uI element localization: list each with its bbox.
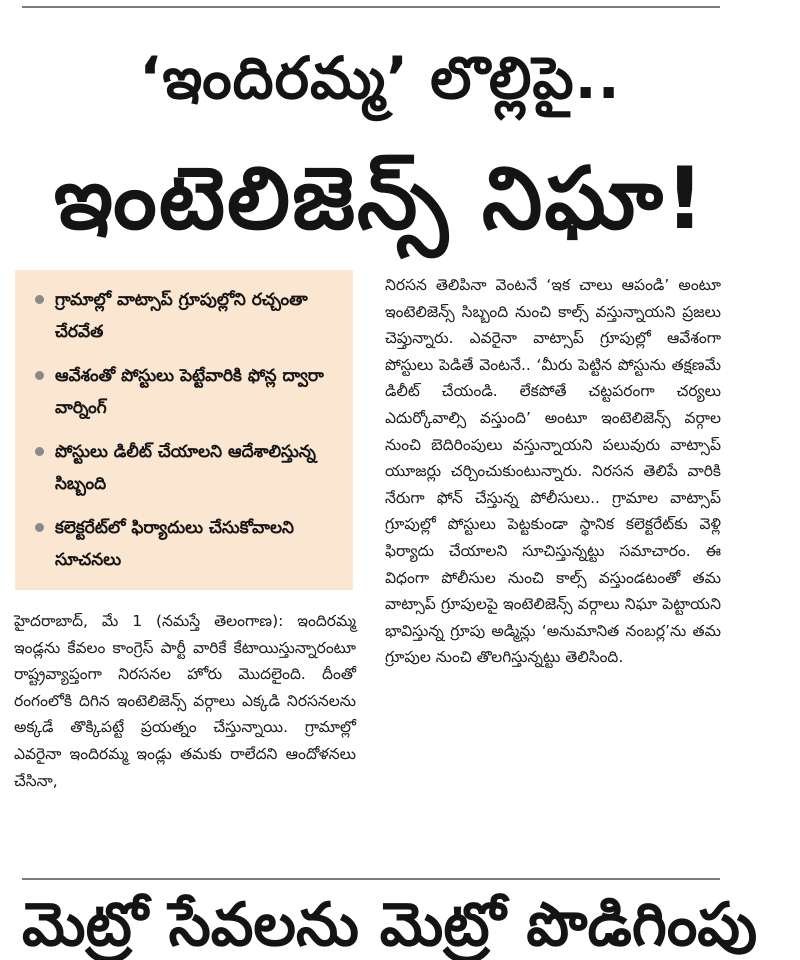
highlight-item [33, 512, 343, 576]
next-story-headline-text: మెట్రో సేవలను మెట్రో పొడిగింపు [22, 890, 758, 960]
highlight-item [33, 436, 343, 500]
next-story-headline [22, 890, 758, 960]
bullet-icon [35, 523, 44, 532]
bullet-icon [35, 371, 44, 380]
highlight-text: ఆవేశంతో పోస్టులు పెట్టేవారికి ఫోన్ల ద్వారా వార్నింగ్‌ [55, 366, 324, 418]
bullet-icon [35, 447, 44, 456]
headline-line-1: ‘ఇందిరమ్మ’ లొల్లిపై.. [139, 44, 621, 112]
highlight-item [33, 284, 343, 348]
headline-line-2: ఇంటెలిజెన్స్‌ నిఘా! [53, 149, 707, 249]
highlights-box [15, 270, 353, 590]
highlight-text: గ్రామాల్లో వాట్సాప్‌ గ్రూపుల్లోని రచ్చంతా చేరవేత [55, 290, 308, 342]
top-rule [22, 6, 720, 8]
bullet-icon [35, 295, 44, 304]
body-text-right-column: నిరసన తెలిపినా వెంటనే ‘ఇక చాలు ఆపండి’ అంటూ ఇంటెలిజెన్స్‌ సిబ్బంది నుంచి కాల్స్‌ వస్తున్నాయని ప్రజలు చెప్తున్నారు. ఎవరైనా వాట్సాప్‌ గ్రూపుల్లో ఆవేశంగా పోస్టులు పెడితే వెంటనే.. ‘మీరు పెట్టిన పోస్టును తక్షణమే డిలీట్‌ చేయండి. లేకపోతే చట్టపరంగా చర్యలు ఎదుర్కోవాల్సి వస్తుంది’ అంటూ ఇంటెలిజెన్స్‌ వర్గాల నుంచి బెదిరింపులు వస్తున్నాయని పలువురు వాట్సాప్‌ యూజర్లు చర్చించుకుంటున్నారు. నిరసన తెలిపే వారికి నేరుగా ఫోన్‌ చేస్తున్న పోలీసులు.. గ్రామాల వాట్సాప్‌ గ్రూపుల్లో పోస్టులు పెట్టకుండా స్థానిక కలెక్టరేట్‌కు వెళ్లి ఫిర్యాదు చేయాలని సూచిస్తున్నట్టు సమాచారం. ఈ విధంగా పోలీసుల నుంచి కాల్స్‌ వస్తుండటంతో తమ వాట్సాప్‌ గ్రూపులపై ఇంటెలిజెన్స్‌ వర్గాలు నిఘా పెట్టాయని భావిస్తున్న గ్రూపు అడ్మిన్లు ‘అనుమానిత నంబర్ల’ను తమ గ్రూపుల నుంచి తొలగిస్తున్నట్టు తెలిసింది. [385, 276, 721, 667]
bottom-rule [22, 878, 720, 880]
highlight-text: కలెక్టరేట్‌లో ఫిర్యాదులు చేసుకోవాలని సూచనలు [55, 518, 294, 570]
highlight-item [33, 360, 343, 424]
body-text-left-column: హైదరాబాద్‌, మే 1 (నమస్తే తెలంగాణ): ఇందిరమ్మ ఇండ్లను కేవలం కాంగ్రెస్‌ పార్టీ వారికే కేటాయిస్తున్నారంటూ రాష్ట్రవ్యాప్తంగా నిరసనల హోరు మొదలైంది. దీంతో రంగంలోకి దిగిన ఇంటెలిజెన్స్‌ వర్గాలు ఎక్కడి నిరసనలను అక్కడే తొక్కిపట్టే ప్రయత్నం చేస్తున్నాయి. గ్రామాల్లో ఎవరైనా ఇందిరమ్మ ఇండ్లు తమకు రాలేదని ఆందోళనలు చేసినా, [14, 612, 356, 790]
highlights-list [33, 284, 343, 576]
highlight-text: పోస్టులు డిలీట్‌ చేయాలని ఆదేశాలిస్తున్న సిబ్బంది [55, 442, 316, 494]
